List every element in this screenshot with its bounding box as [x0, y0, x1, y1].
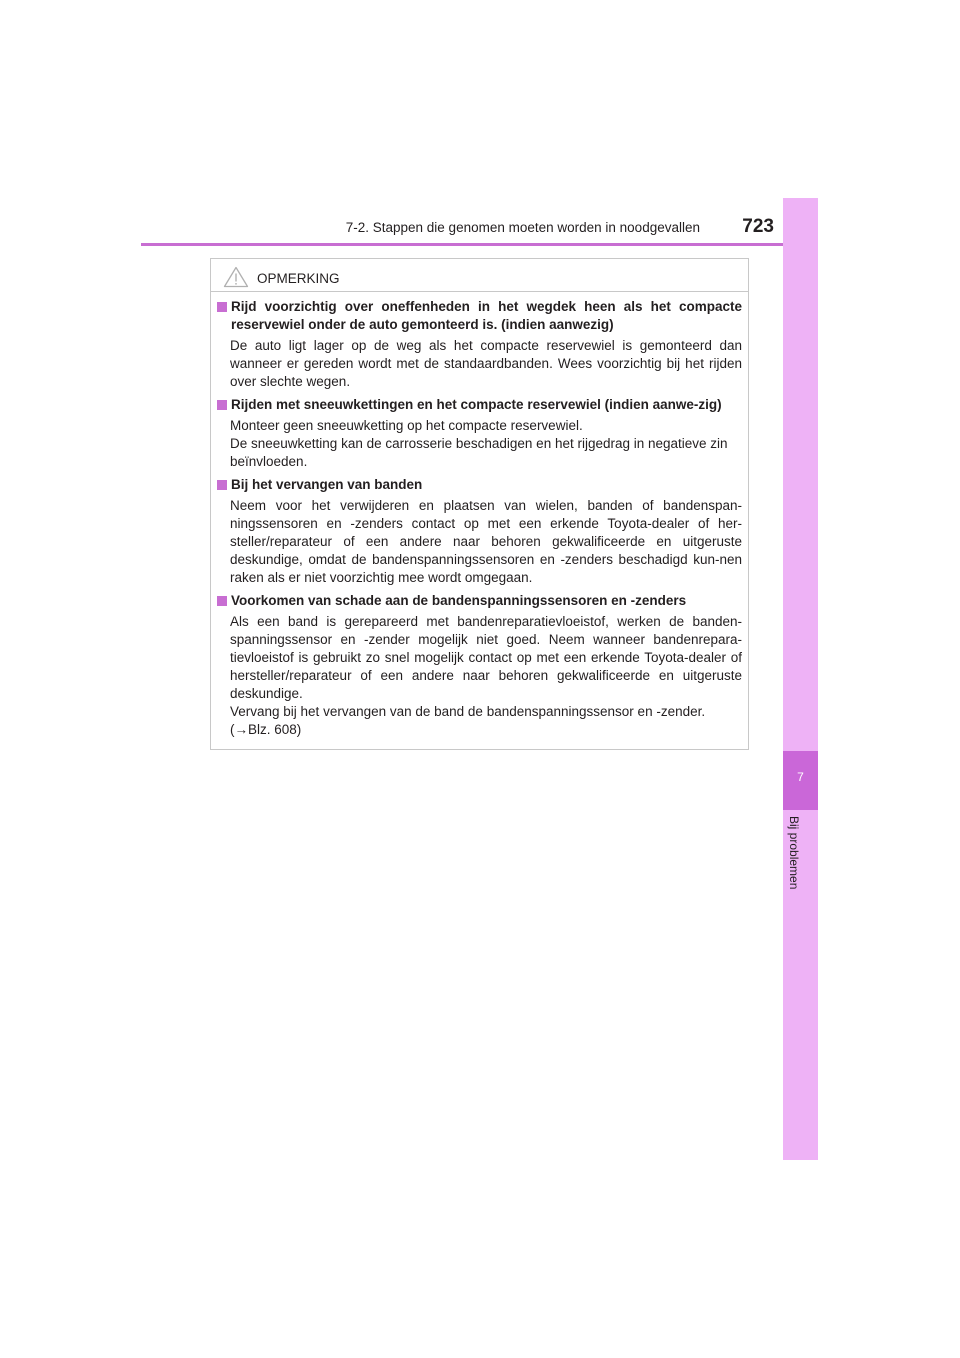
caution-divider	[211, 291, 748, 292]
chapter-label: Bij problemen	[787, 816, 801, 890]
caution-item-tpms-damage	[217, 592, 742, 739]
square-bullet-icon	[217, 400, 227, 410]
item-paragraph: De auto ligt lager op de weg als het compacte reservewiel is gemonteerd dan wanneer er gereden wordt met de standaardbanden. Wees voorzichtig bij het rijden over slechte wegen.	[230, 338, 742, 389]
caution-title: OPMERKING	[257, 270, 340, 286]
header-rule	[141, 243, 818, 246]
caution-content	[217, 298, 742, 744]
item-paragraph: Als een band is gerepareerd met bandenreparatievloeistof, werken de banden-spanningssensor en -zender mogelijk niet goed. Neem wanneer bandenrepara-tievloeistof is gebruikt zo snel mogelijk contact op met een erkende Toyota-dealer of hersteller/reparateur of een andere naar behoren gekwalificeerde en uitgeruste deskundige.	[230, 614, 742, 701]
chapter-number: 7	[797, 770, 804, 784]
chapter-side-tab	[783, 198, 818, 1160]
item-paragraph: Monteer geen sneeuwketting op het compacte reservewiel.	[230, 418, 583, 433]
item-paragraph: Vervang bij het vervangen van de band de bandenspanningssensor en -zender.	[230, 704, 706, 719]
caution-box	[210, 258, 749, 750]
caution-item-tire-replacement	[217, 476, 742, 587]
section-title: 7-2. Stappen die genomen moeten worden in noodgevallen	[345, 220, 700, 235]
caution-item-snow-chains	[217, 396, 742, 471]
item-heading: Voorkomen van schade aan de bandenspanningssensoren en -zenders	[231, 593, 687, 608]
square-bullet-icon	[217, 480, 227, 490]
page-reference-link[interactable]: (→Blz. 608)	[230, 722, 302, 737]
square-bullet-icon	[217, 596, 227, 606]
caution-header	[223, 265, 340, 289]
item-heading: Rijd voorzichtig over oneffenheden in het wegdek heen als het compacte reservewiel onder de auto gemonteerd is. (indien aanwezig)	[231, 299, 742, 332]
item-heading: Bij het vervangen van banden	[231, 477, 423, 492]
item-heading: Rijden met sneeuwkettingen en het compacte reservewiel (indien aanwe-zig)	[231, 397, 722, 412]
warning-triangle-icon	[223, 266, 249, 288]
item-paragraph: De sneeuwketting kan de carrosserie beschadigen en het rijgedrag in negatieve zin beïnvloeden.	[230, 436, 728, 469]
square-bullet-icon	[217, 302, 227, 312]
page-number: 723	[742, 216, 774, 237]
item-paragraph: Neem voor het verwijderen en plaatsen van wielen, banden of bandenspan-ningssensoren en -zenders contact op met een erkende Toyota-dealer of her-steller/reparateur of een andere naar behoren gekwalificeerde en uitgeruste deskundige, omdat de bandenspanningssensoren en -zenders beschadigd kun-nen raken als er niet voorzichtig mee wordt omgegaan.	[230, 498, 742, 585]
caution-item-compact-spare	[217, 298, 742, 391]
